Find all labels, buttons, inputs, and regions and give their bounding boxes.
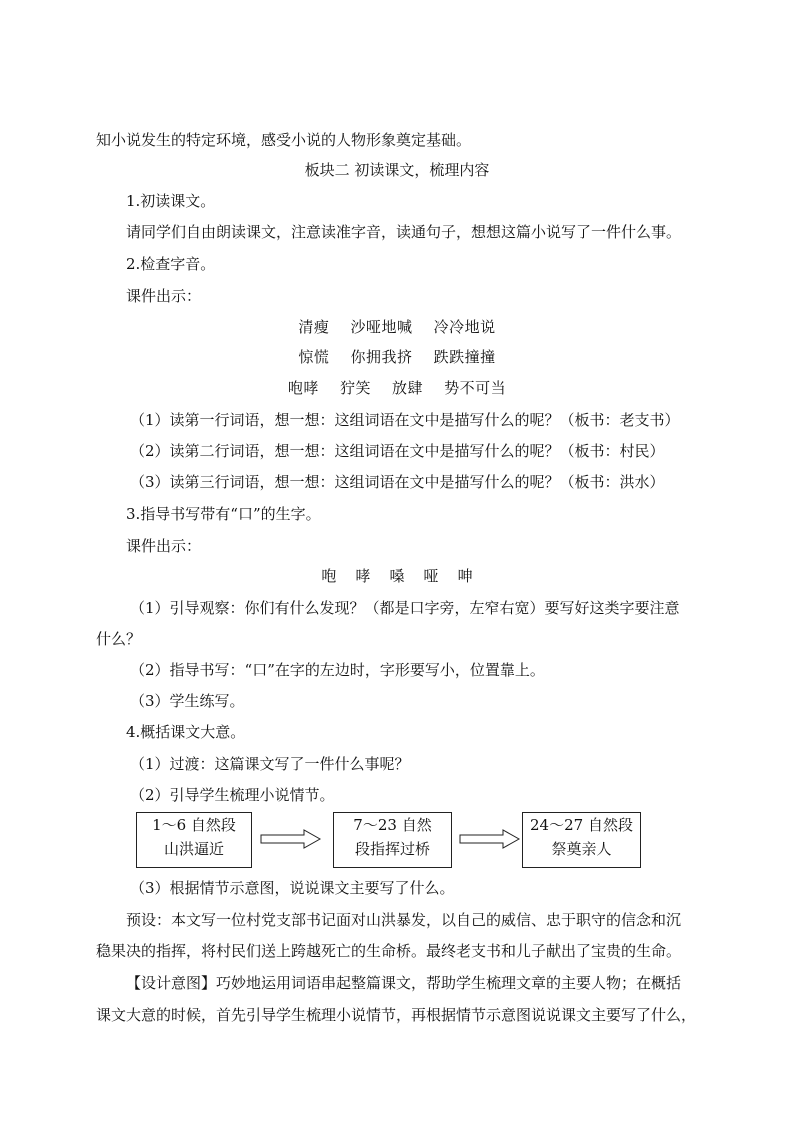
- s3-point-2: （2）指导书写：“口”在字的左边时，字形要写小，位置靠上。: [130, 661, 545, 679]
- s2-question-3: （3）读第三行词语，想一想：这组词语在文中是描写什么的呢？（板书：洪水）: [130, 473, 665, 491]
- flow-box-3-line2: 祭奠亲人: [551, 840, 612, 858]
- s2-courseware: 课件出示：: [126, 287, 202, 305]
- design-intent-line-b: 课文大意的时候，首先引导学生梳理小说情节，再根据情节示意图说说课文主要写了什么，: [96, 1006, 697, 1024]
- s2-question-2: （2）读第二行词语，想一想：这组词语在文中是描写什么的呢？（板书：村民）: [130, 442, 665, 460]
- design-intent-text-a: 巧妙地运用词语串起整篇课文，帮助学生梳理文章的主要人物；在概括: [216, 974, 682, 992]
- flow-arrow-2: [459, 828, 521, 850]
- s4-point-1: （1）过渡：这篇课文写了一件什么事呢？: [130, 755, 410, 773]
- s1-heading: 1.初读课文。: [126, 192, 216, 210]
- s2-word-row-3: 咆哮 狞笑 放肆 势不可当: [287, 379, 507, 397]
- s4-point-3: （3）根据情节示意图，说说课文主要写了什么。: [130, 879, 455, 897]
- flow-box-3: [522, 812, 641, 868]
- s3-heading: 3.指导书写带有“口”的生字。: [126, 505, 321, 523]
- s2-word-row-2: 惊慌 你拥我挤 跌跌撞撞: [298, 348, 496, 366]
- preset-line-a: 预设：本文写一位村党支部书记面对山洪暴发，以自己的威信、忠于职守的信念和沉: [126, 911, 682, 929]
- s4-heading: 4.概括课文大意。: [126, 723, 246, 741]
- design-intent-label: 【设计意图】: [126, 974, 217, 992]
- design-intent-line-a: [126, 973, 681, 993]
- s2-word-row-1: 清瘦 沙哑地喊 冷冷地说: [298, 318, 496, 336]
- s3-chars: 咆 哮 嗓 哑 呻: [321, 567, 473, 585]
- s1-text: 请同学们自由朗读课文，注意读准字音，读通句子，想想这篇小说写了一件什么事。: [126, 223, 682, 241]
- s4-point-2: （2）引导学生梳理小说情节。: [130, 786, 335, 804]
- flow-box-2-line2: 段指挥过桥: [354, 840, 430, 858]
- s3-point-1a: （1）引导观察：你们有什么发现？（都是口字旁，左窄右宽）要写好这类字要注意: [130, 599, 680, 617]
- flow-box-2: [333, 812, 452, 868]
- preset-line-b: 稳果决的指挥，将村民们送上跨越死亡的生命桥。最终老支书和儿子献出了宝贵的生命。: [96, 942, 682, 960]
- flow-box-1-line1: 1～6 自然段: [152, 816, 236, 834]
- flow-box-2-line1: 7～23 自然: [353, 816, 432, 834]
- s3-point-3: （3）学生练写。: [130, 692, 245, 710]
- flow-box-3-line1: 24～27 自然段: [530, 816, 633, 834]
- intro-tail-text: 知小说发生的特定环境，感受小说的人物形象奠定基础。: [96, 131, 472, 149]
- flow-box-1-line2: 山洪逼近: [163, 840, 224, 858]
- s3-point-1b: 什么？: [96, 630, 142, 648]
- s2-question-1: （1）读第一行词语，想一想：这组词语在文中是描写什么的呢？（板书：老支书）: [130, 411, 680, 429]
- flow-box-1: [136, 812, 252, 868]
- flow-arrow-1: [260, 828, 322, 850]
- s3-courseware: 课件出示：: [126, 537, 202, 555]
- s2-heading: 2.检查字音。: [126, 255, 216, 273]
- section-title: 板块二 初读课文，梳理内容: [304, 161, 490, 179]
